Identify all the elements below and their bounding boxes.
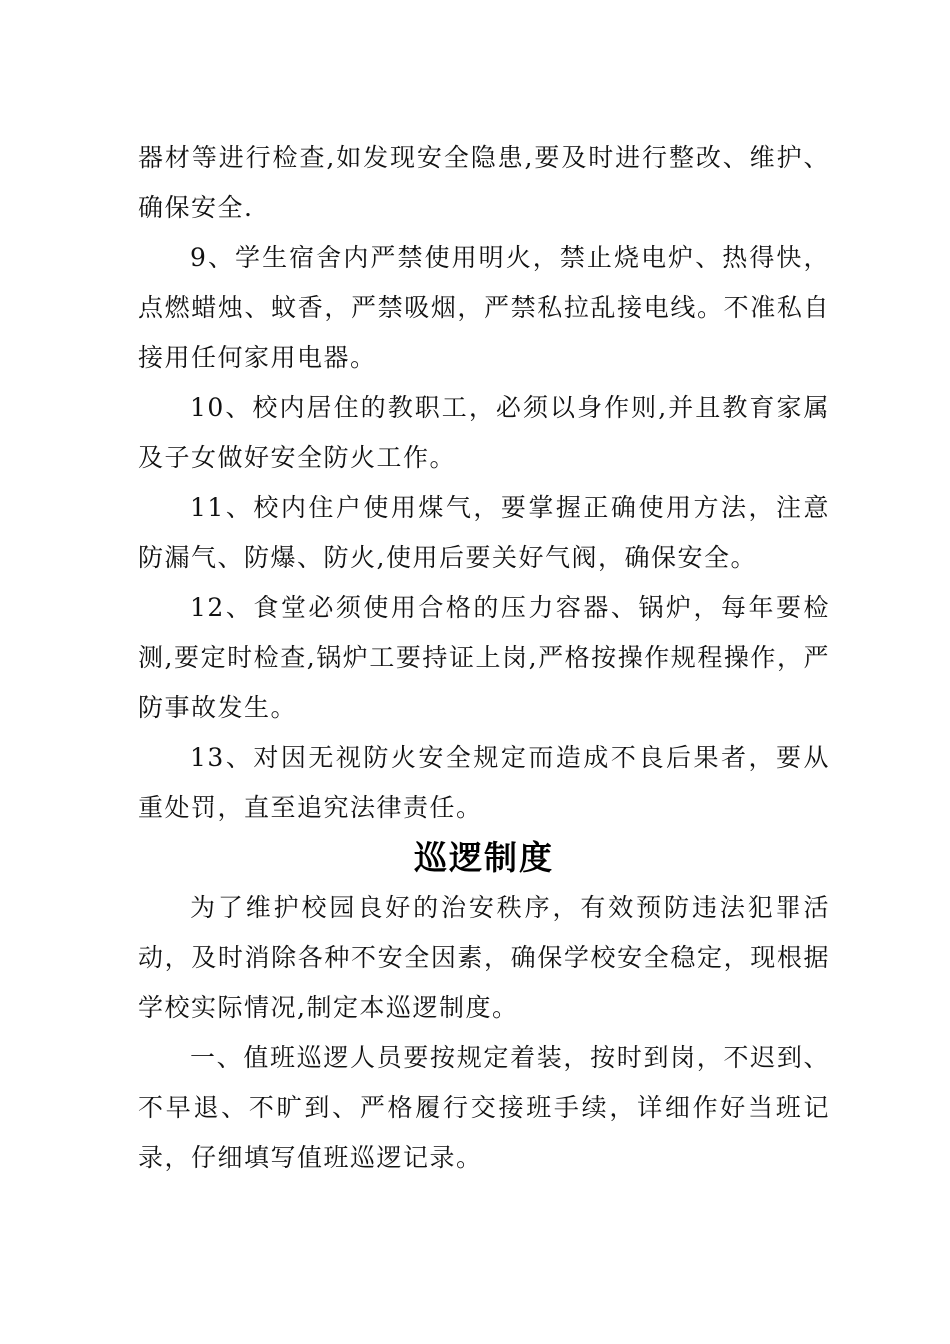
section-title: 巡逻制度 <box>414 838 554 877</box>
paragraph-rule-11: 11、校内住户使用煤气，要掌握正确使用方法，注意防漏气、防爆、防火,使用后要关好气阀，确保安全。 <box>138 493 830 572</box>
paragraph-equipment-check: 器材等进行检查,如发现安全隐患,要及时进行整改、维护、确保安全. <box>138 143 830 222</box>
paragraph-rule-9: 9、学生宿舍内严禁使用明火，禁止烧电炉、热得快，点燃蜡烛、蚊香，严禁吸烟，严禁私拉乱接电线。不准私自接用任何家用电器。 <box>138 243 830 372</box>
paragraph-rule-13: 13、对因无视防火安全规定而造成不良后果者，要从重处罚，直至追究法律责任。 <box>138 743 830 822</box>
paragraph-rule-10: 10、校内居住的教职工，必须以身作则,并且教育家属及子女做好安全防火工作。 <box>138 393 830 472</box>
paragraph-intro: 为了维护校园良好的治安秩序，有效预防违法犯罪活动，及时消除各种不安全因素，确保学校安全稳定，现根据学校实际情况,制定本巡逻制度。 <box>138 893 830 1022</box>
paragraph-rule-1: 一、值班巡逻人员要按规定着装，按时到岗，不迟到、不早退、不旷到、严格履行交接班手续，详细作好当班记录，仔细填写值班巡逻记录。 <box>138 1043 830 1172</box>
paragraph-rule-12: 12、食堂必须使用合格的压力容器、锅炉，每年要检测,要定时检查,锅炉工要持证上岗,严格按操作规程操作，严防事故发生。 <box>138 593 830 722</box>
document-body <box>138 133 830 1183</box>
